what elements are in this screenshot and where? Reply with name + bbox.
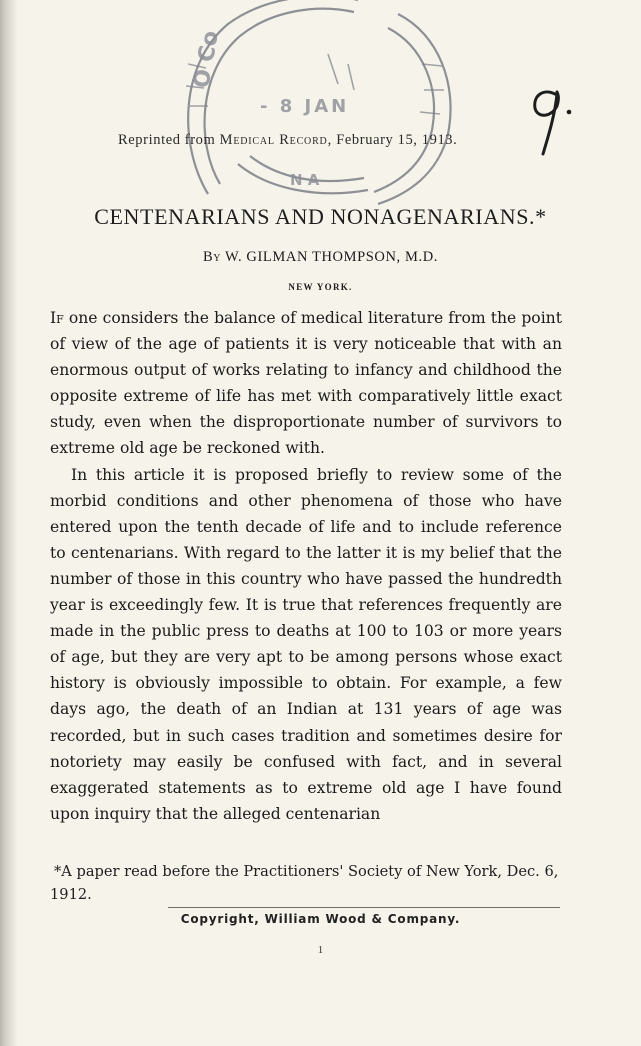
paragraph-1 [50,305,562,462]
reprint-line [118,132,457,149]
reprint-prefix: Reprinted from [118,132,216,148]
paragraph-2 [50,462,562,827]
library-stamp-icon [168,0,478,209]
reprint-date: February 15, 1913. [336,132,458,148]
article-byline: By W. GILMAN THOMPSON, M.D. [202,249,439,265]
paragraph-1-text: one considers the balance of medical literature from the point of view of the age of patients it is very noticeable that with an enormous output of works relating to infancy and childhood the opposite extreme of life has met with comparatively little exact study, even when the disproportionate number of survivors to extreme old age be reckoned with. [50,309,562,458]
footnote-text: *A paper read before the Practitioners' Society of New York, Dec. 6, 1912. [50,863,559,903]
footer-rule [168,907,560,908]
journal-name: Medical Record, [219,132,332,148]
article-body [50,305,562,827]
article-title: CENTENARIANS AND NONAGENARIANS.* [94,204,547,229]
article-place: NEW YORK. [288,282,353,292]
lead-word: If [50,309,64,327]
page-number: 1 [317,944,324,956]
svg-text:O Co: O Co [189,28,224,91]
handwritten-folio-mark [525,80,581,160]
copyright-notice: Copyright, William Wood & Company. [180,912,461,926]
svg-text:- 8 JAN: - 8 JAN [260,96,350,117]
svg-text:N A: N A [290,171,320,189]
binding-edge [0,0,18,1046]
paragraph-2-text: In this article it is proposed briefly to review some of the morbid conditions and other phenomena of those who have entered upon the tenth decade of life and to include reference to centenarians. With regard to the latter it is my belief that the number of those in this country who have passed the hundredth year is exceedingly few. It is true that references frequently are made in the public press to deaths at 100 to 103 or more years of age, but they are very apt to be among persons whose exact history is obviously impossible to obtain. For example, a few days ago, the death of an Indian at 131 years of age was recorded, but in such cases tradition and sometimes desire for notoriety may easily be confused with fact, and in several exaggerated statements as to extreme old age I have found upon inquiry that the alleged centenarian [50,465,562,823]
footnote [50,860,562,906]
